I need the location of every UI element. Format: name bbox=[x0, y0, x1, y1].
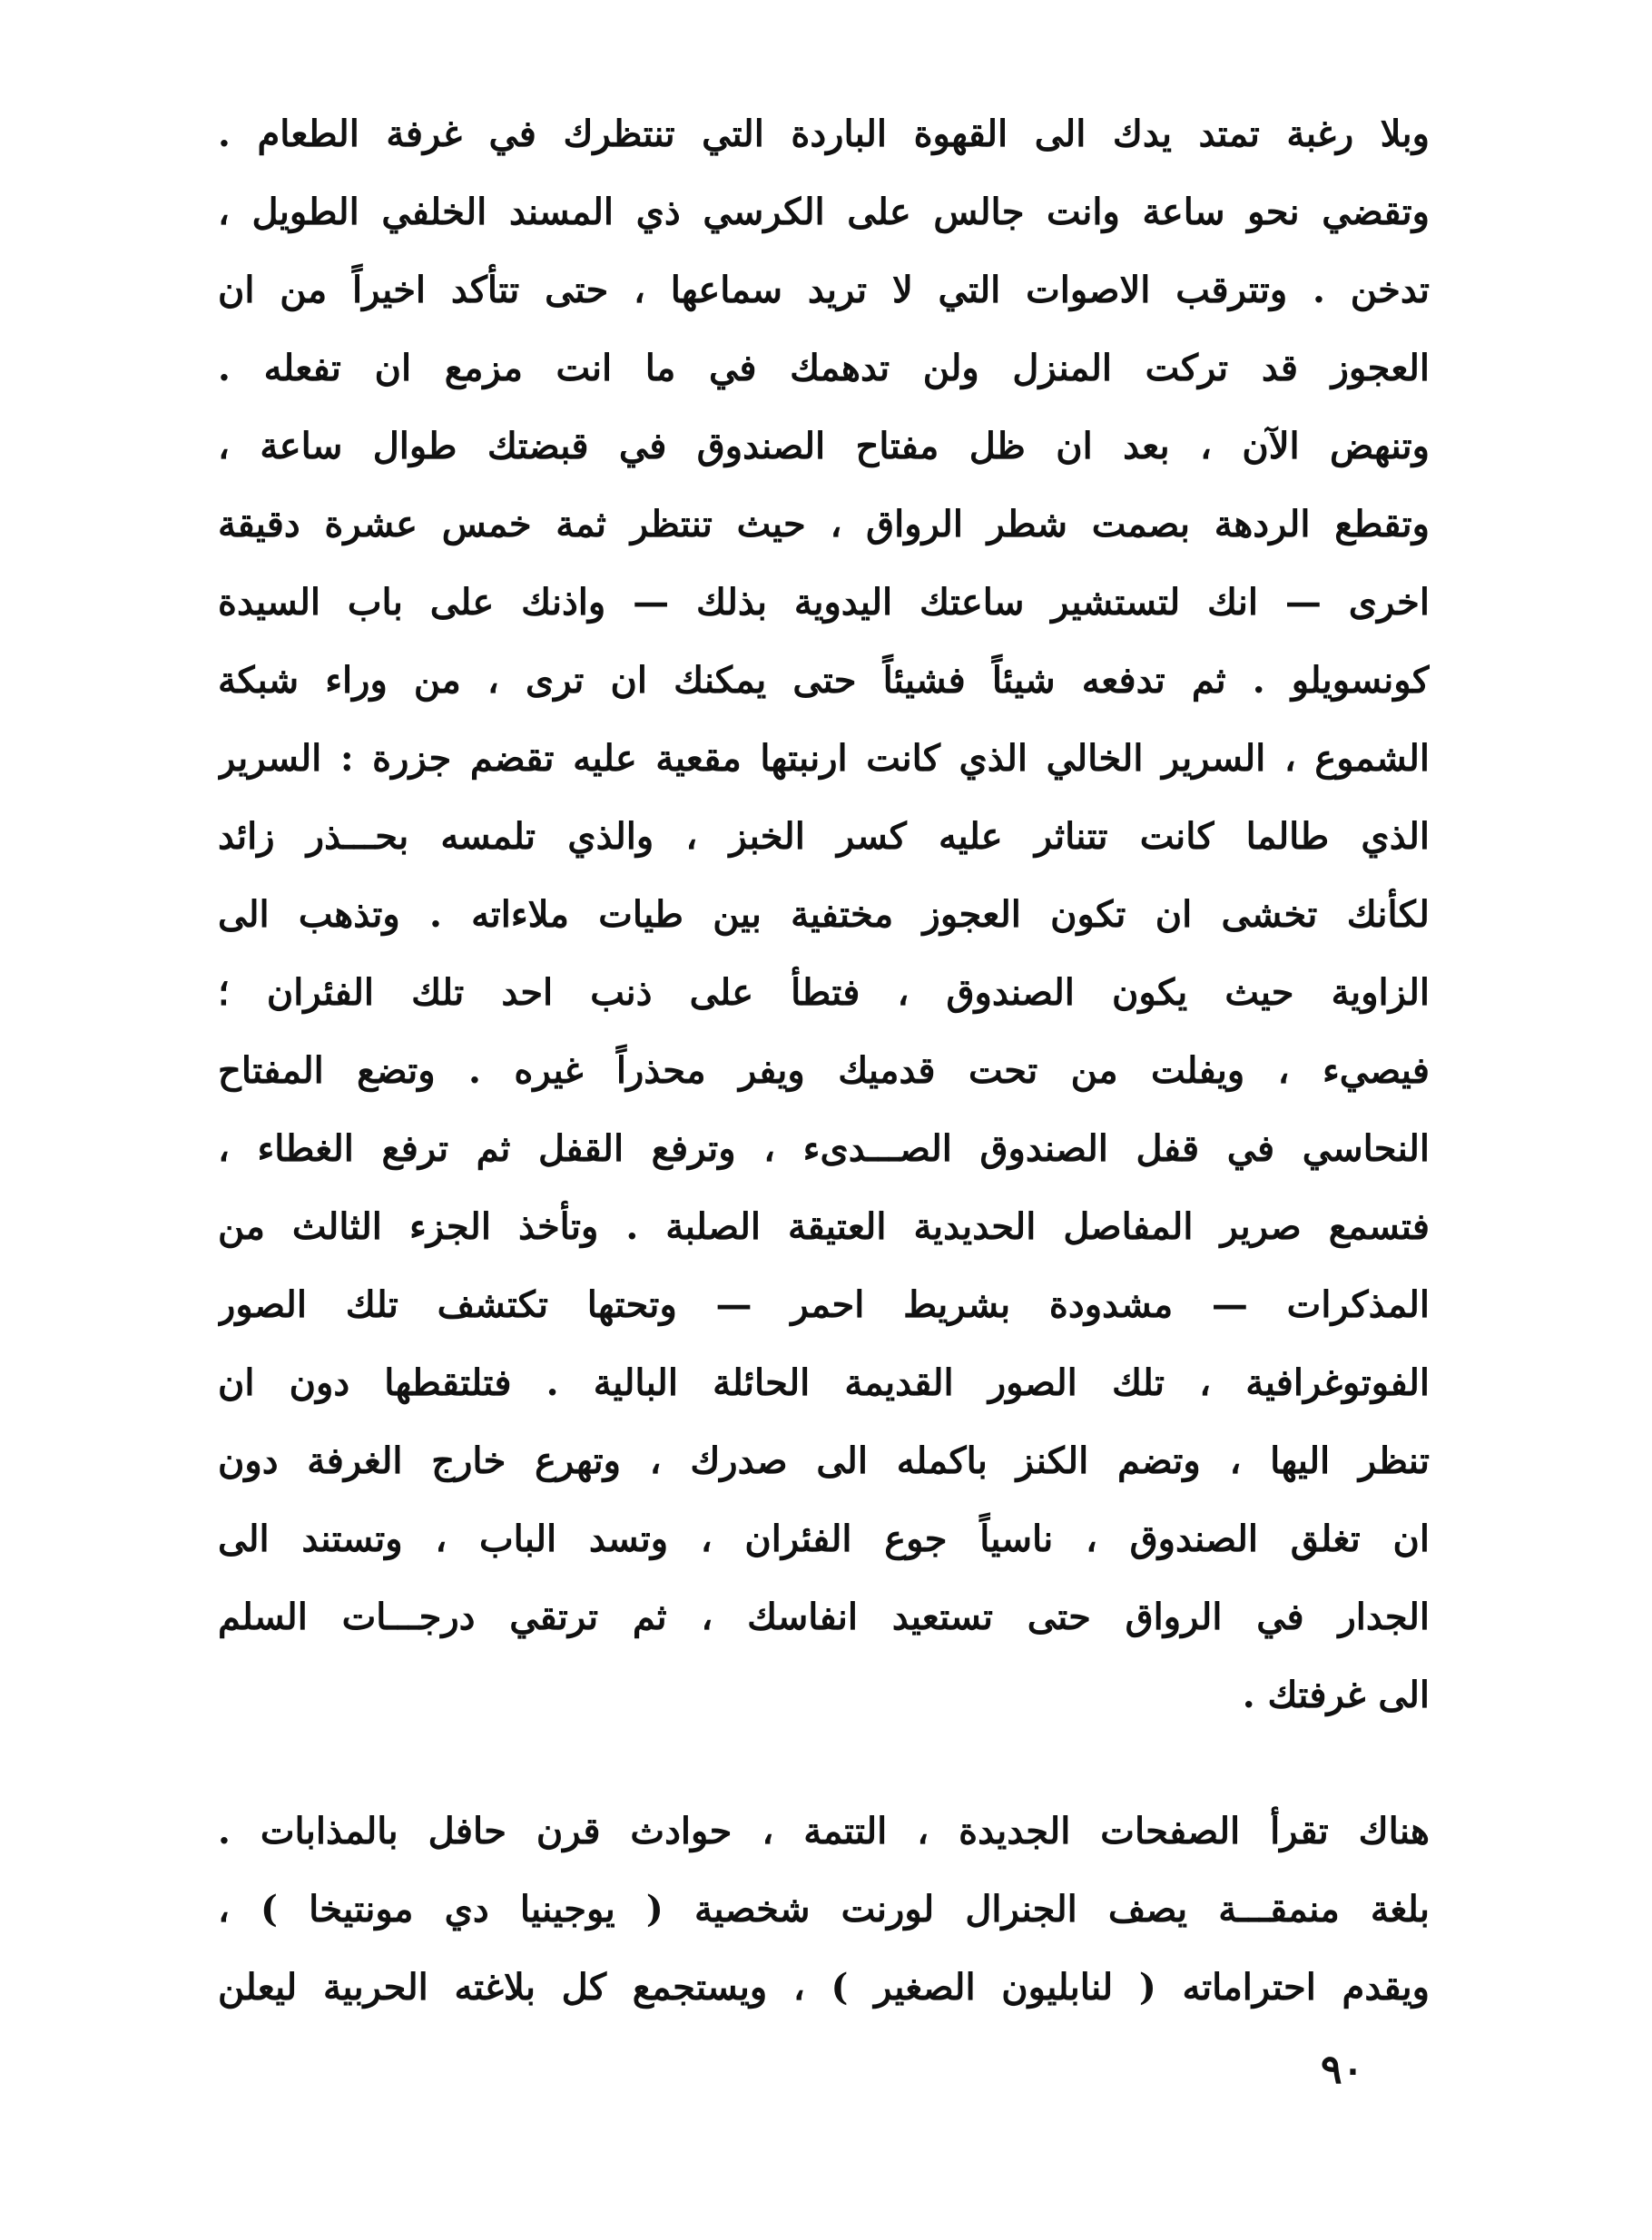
text-line: فتسمع صرير المفاصل الحديدية العتيقة الصلبة . وتأخذ الجزء الثالث من bbox=[218, 1205, 1430, 1248]
text-line: الفوتوغرافية ، تلك الصور القديمة الحائلة البالية . فتلتقطها دون ان bbox=[218, 1361, 1430, 1404]
text-line: وبلا رغبة تمتد يدك الى القهوة الباردة التي تنتظرك في غرفة الطعام . bbox=[218, 113, 1430, 155]
text-line: وتقضي نحو ساعة وانت جالس على الكرسي ذي المسند الخلفي الطويل ، bbox=[218, 191, 1430, 233]
text-line: فيصيء ، ويفلت من تحت قدميك ويفر محذراً غيره . وتضع المفتاح bbox=[218, 1049, 1430, 1092]
paragraph-2 bbox=[218, 1793, 1430, 2027]
text-line: كونسويلو . ثم تدفعه شيئاً فشيئاً حتى يمكنك ان ترى ، من وراء شبكة bbox=[218, 659, 1430, 702]
paragraph-1 bbox=[218, 95, 1430, 1734]
text-line: لكأنك تخشى ان تكون العجوز مختفية بين طيات ملاءاته . وتذهب الى bbox=[218, 893, 1430, 936]
text-line: الجدار في الرواق حتى تستعيد انفاسك ، ثم ترتقي درجـــات السلم bbox=[218, 1596, 1430, 1638]
text-line: ويقدم احتراماته ( لنابليون الصغير ) ، ويستجمع كل بلاغته الحربية ليعلن bbox=[218, 1966, 1430, 2009]
paragraph-gap bbox=[218, 1734, 1430, 1793]
text-line: وتنهض الآن ، بعد ان ظل مفتاح الصندوق في قبضتك طوال ساعة ، bbox=[218, 425, 1430, 467]
text-line: اخرى — انك لتستشير ساعتك اليدوية بذلك — واذنك على باب السيدة bbox=[218, 581, 1430, 624]
text-line: تدخن . وتترقب الاصوات التي لا تريد سماعها ، حتى تتأكد اخيراً من ان bbox=[218, 269, 1430, 311]
text-line: هناك تقرأ الصفحات الجديدة ، التتمة ، حوادث قرن حافل بالمذابات . bbox=[218, 1810, 1430, 1852]
text-line: الى غرفتك . bbox=[1242, 1674, 1430, 1716]
text-line: النحاسي في قفل الصندوق الصـــدىء ، وترفع القفل ثم ترفع الغطاء ، bbox=[218, 1127, 1430, 1170]
text-line: بلغة منمقـــة يصف الجنرال لورنت شخصية ( يوجينيا دي مونتيخا ) ، bbox=[218, 1888, 1430, 1931]
text-line: ان تغلق الصندوق ، ناسياً جوع الفئران ، وتسد الباب ، وتستند الى bbox=[218, 1518, 1430, 1560]
text-line: المذكرات — مشدودة بشريط احمر — وتحتها تكتشف تلك الصور bbox=[218, 1283, 1430, 1326]
book-page bbox=[218, 95, 1430, 2027]
text-line: الشموع ، السرير الخالي الذي كانت ارنبتها مقعية عليه تقضم جزرة : السرير bbox=[218, 737, 1430, 780]
text-line: الذي طالما كانت تتناثر عليه كسر الخبز ، والذي تلمسه بحـــذر زائد bbox=[218, 815, 1430, 858]
text-line: تنظر اليها ، وتضم الكنز باكمله الى صدرك ، وتهرع خارج الغرفة دون bbox=[218, 1439, 1430, 1482]
text-line: العجوز قد تركت المنزل ولن تدهمك في ما انت مزمع ان تفعله . bbox=[218, 347, 1430, 389]
page-number: ٩٠ bbox=[1321, 2047, 1364, 2093]
text-line: الزاوية حيث يكون الصندوق ، فتطأ على ذنب احد تلك الفئران ؛ bbox=[218, 971, 1430, 1014]
text-line: وتقطع الردهة بصمت شطر الرواق ، حيث تنتظر ثمة خمس عشرة دقيقة bbox=[218, 503, 1430, 545]
